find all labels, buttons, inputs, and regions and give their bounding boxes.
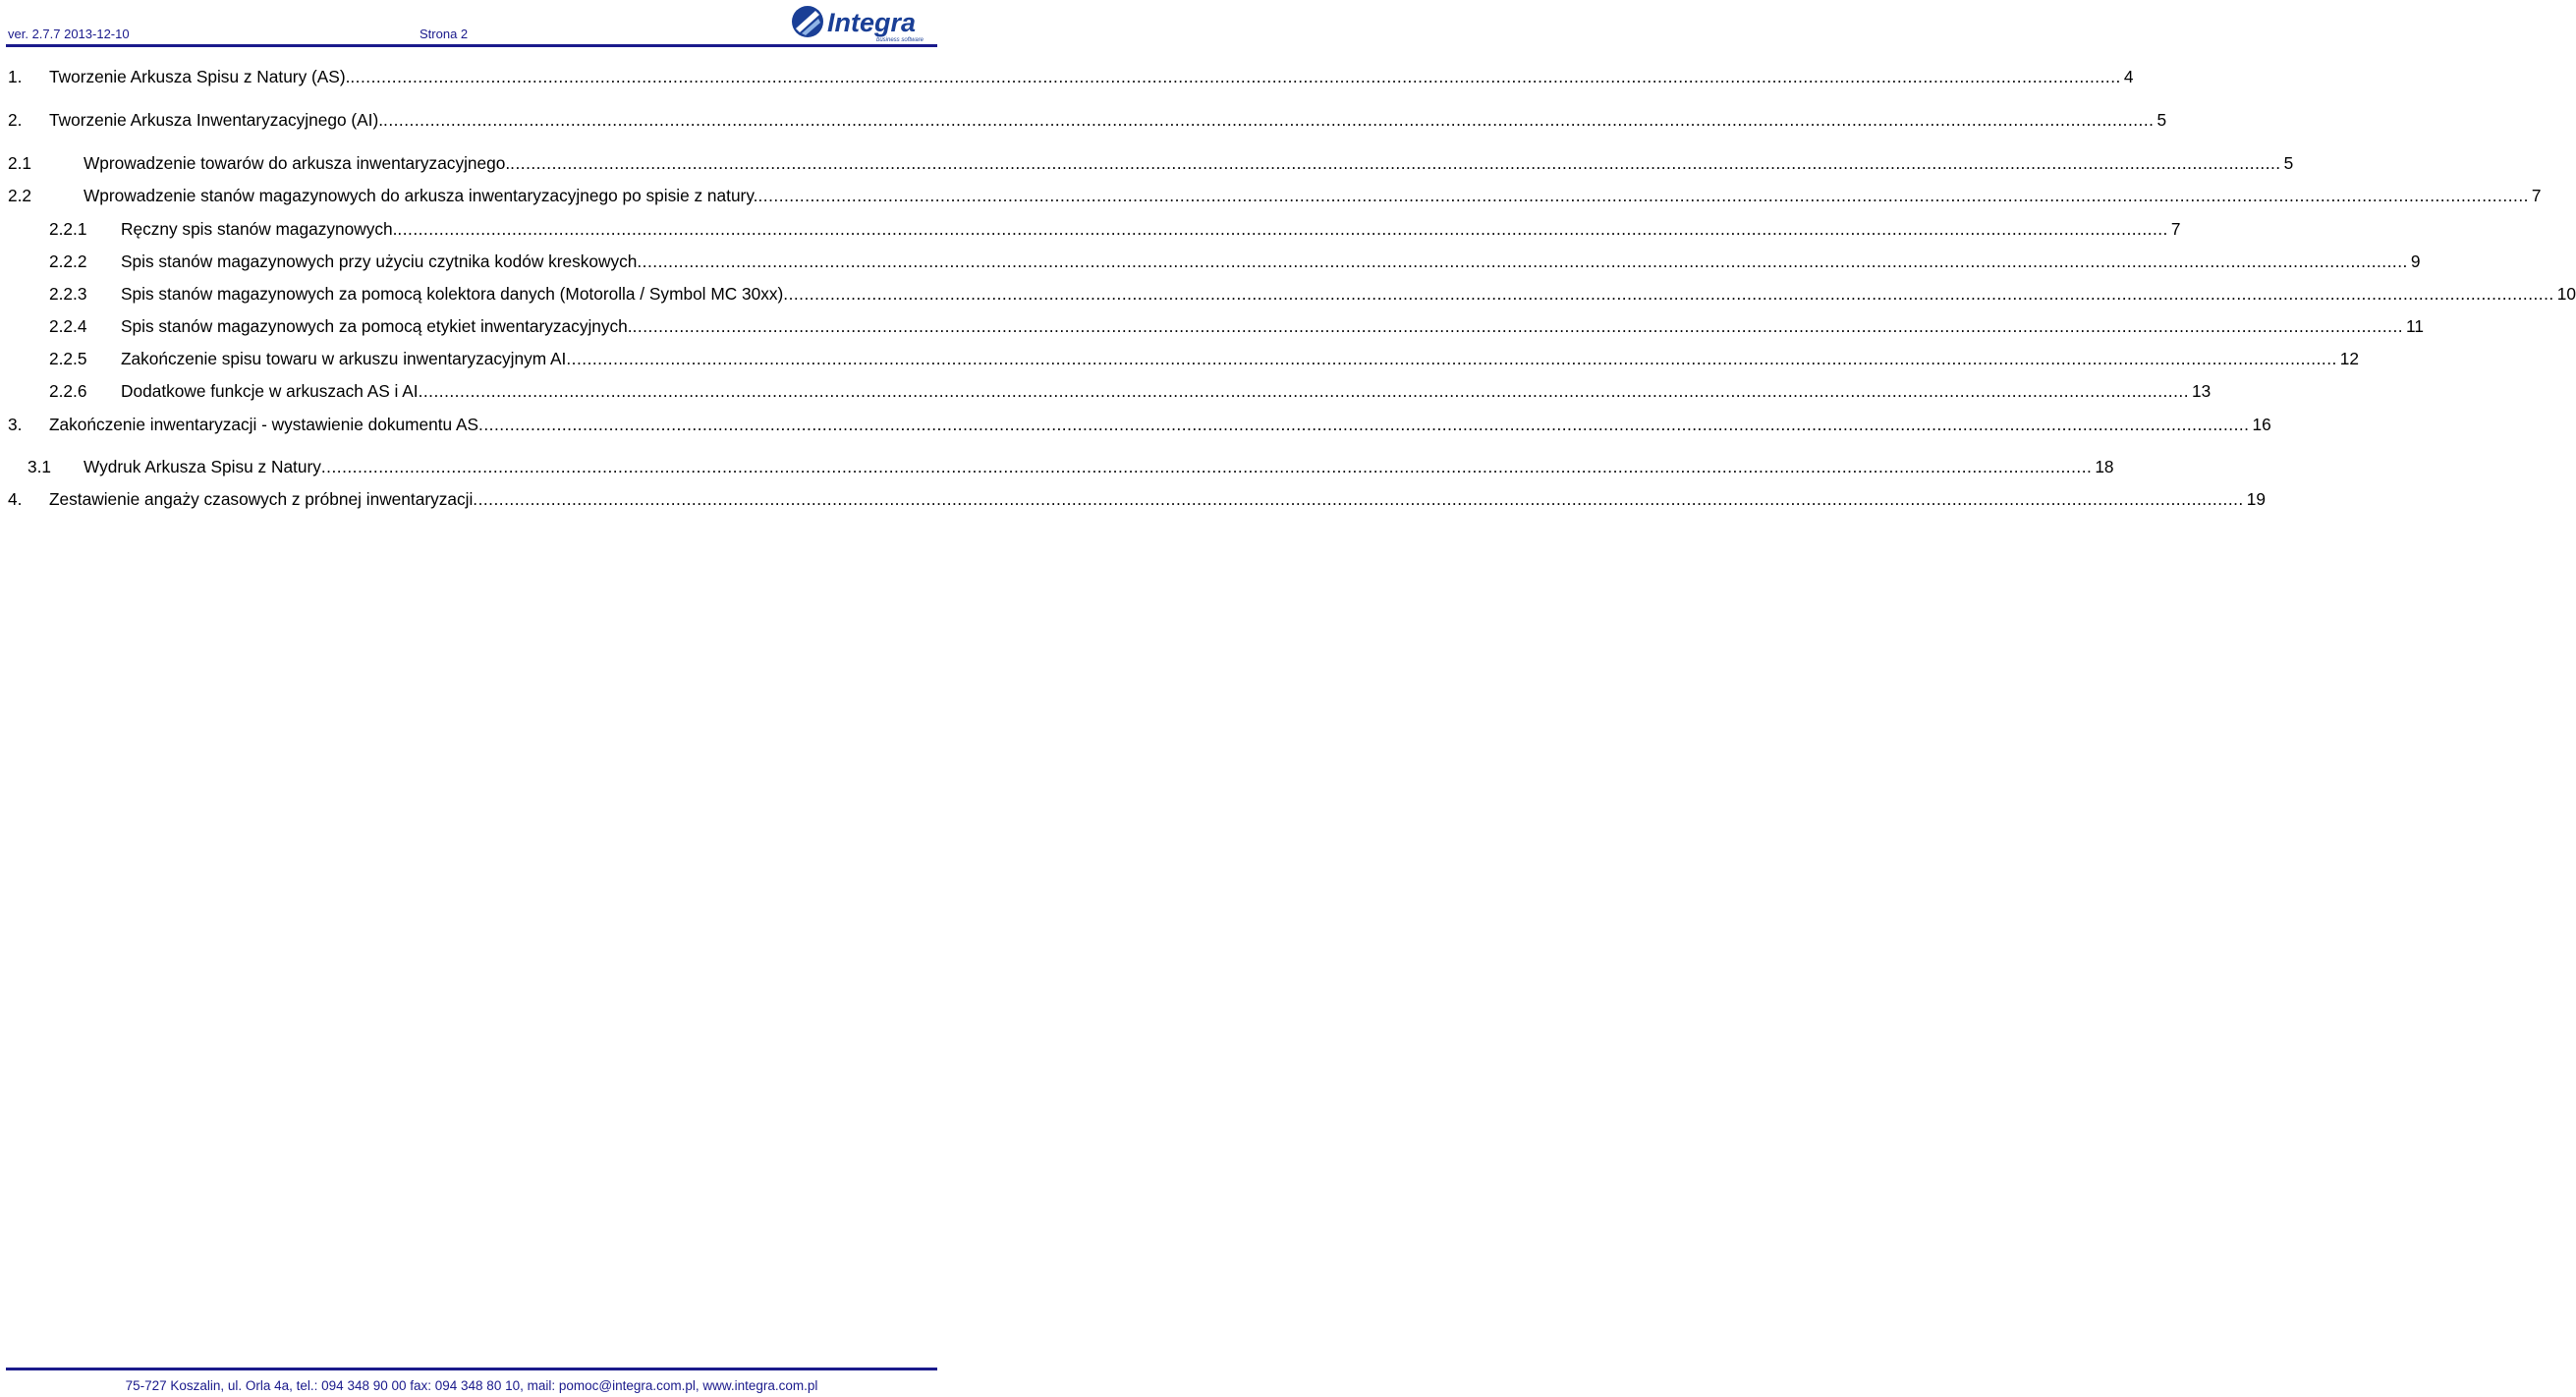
toc-dot-leader xyxy=(757,183,2528,208)
toc-entry[interactable] xyxy=(49,346,2360,371)
toc-entry[interactable] xyxy=(8,183,2542,208)
toc-entry-title: Dodatkowe funkcje w arkuszach AS i AI xyxy=(121,381,419,401)
toc-entry-title: Wydruk Arkusza Spisu z Natury xyxy=(84,457,321,476)
toc-dot-leader xyxy=(637,249,2407,274)
toc-entry-title: Wprowadzenie towarów do arkusza inwentaryzacyjnego. xyxy=(84,153,511,173)
footer-contact: 75-727 Koszalin, ul. Orla 4a, tel.: 094 348 90 00 fax: 094 348 80 10, mail: pomoc@integra.com.pl, www.integra.com.pl xyxy=(125,1378,818,1393)
toc-entry[interactable] xyxy=(8,412,2271,437)
toc-dot-leader xyxy=(350,64,2120,89)
toc-dot-leader xyxy=(633,313,2403,339)
toc-entry-page: 19 xyxy=(2246,489,2266,509)
toc-entry-page: 12 xyxy=(2339,349,2360,368)
document-version: ver. 2.7.7 2013-12-10 xyxy=(8,27,130,41)
toc-entry[interactable] xyxy=(28,454,2114,479)
toc-entry-number: 2. xyxy=(8,110,23,130)
toc-entry-page: 10 xyxy=(2556,284,2576,304)
toc-entry[interactable] xyxy=(49,378,2212,404)
toc-entry-page: 7 xyxy=(2531,186,2542,205)
toc-entry-page: 7 xyxy=(2170,219,2181,239)
toc-entry[interactable] xyxy=(49,249,2421,274)
toc-entry[interactable] xyxy=(8,150,2294,176)
toc-entry-number: 2.1 xyxy=(8,153,32,173)
toc-entry[interactable] xyxy=(8,64,2134,89)
toc-entry-number: 3.1 xyxy=(28,457,52,476)
toc-dot-leader xyxy=(478,412,2249,437)
toc-entry[interactable] xyxy=(49,313,2424,339)
page-number: Strona 2 xyxy=(420,27,469,41)
toc-entry-title: Zestawienie angaży czasowych z próbnej inwentaryzacji xyxy=(49,489,474,509)
toc-entry[interactable] xyxy=(8,107,2167,133)
toc-entry-number: 4. xyxy=(8,489,23,509)
page-header xyxy=(0,0,943,49)
toc-entry-number: 2.2.4 xyxy=(49,316,87,336)
toc-dot-leader xyxy=(383,107,2154,133)
toc-entry-title: Ręczny spis stanów magazynowych. xyxy=(121,219,398,239)
toc-dot-leader xyxy=(419,378,2189,404)
toc-entry-title: Zakończenie spisu towaru w arkuszu inwentaryzacyjnym AI xyxy=(121,349,567,368)
toc-entry-number: 2.2.1 xyxy=(49,219,87,239)
toc-entry-number: 3. xyxy=(8,415,23,434)
toc-entry-page: 13 xyxy=(2192,381,2212,401)
toc-entry-title: Tworzenie Arkusza Spisu z Natury (AS). xyxy=(49,67,351,86)
toc-entry-number: 2.2.2 xyxy=(49,251,87,271)
toc-entry[interactable] xyxy=(49,216,2181,242)
toc-dot-leader xyxy=(473,486,2243,512)
toc-entry-title: Spis stanów magazynowych przy użyciu czytnika kodów kreskowych xyxy=(121,251,638,271)
toc-dot-leader xyxy=(566,346,2336,371)
toc-entry[interactable] xyxy=(49,281,2576,307)
toc-entry-number: 2.2.3 xyxy=(49,284,87,304)
toc-entry-page: 9 xyxy=(2410,251,2421,271)
toc-entry-number: 1. xyxy=(8,67,23,86)
toc-entry-title: Tworzenie Arkusza Inwentaryzacyjnego (AI). xyxy=(49,110,384,130)
toc-dot-leader xyxy=(397,216,2167,242)
toc-dot-leader xyxy=(783,281,2553,307)
toc-entry-page: 5 xyxy=(2156,110,2167,130)
footer-divider xyxy=(6,1368,937,1370)
toc-entry-title: Spis stanów magazynowych za pomocą kolektora danych (Motorolla / Symbol MC 30xx) xyxy=(121,284,784,304)
logo-wordmark: Integra xyxy=(827,8,917,37)
toc-entry[interactable] xyxy=(8,486,2266,512)
toc-entry-page: 11 xyxy=(2406,316,2424,336)
integra-logo xyxy=(790,3,937,44)
toc-entry-title: Zakończenie inwentaryzacji - wystawienie dokumentu AS xyxy=(49,415,479,434)
toc-dot-leader xyxy=(510,150,2280,176)
toc-entry-number: 2.2 xyxy=(8,186,32,205)
header-divider xyxy=(6,44,937,47)
toc-entry-page: 18 xyxy=(2095,457,2114,476)
toc-entry-page: 4 xyxy=(2123,67,2134,86)
toc-entry-number: 2.2.5 xyxy=(49,349,87,368)
toc-entry-page: 16 xyxy=(2252,415,2271,434)
toc-entry-number: 2.2.6 xyxy=(49,381,87,401)
toc-entry-title: Wprowadzenie stanów magazynowych do arkusza inwentaryzacyjnego po spisie z natury. xyxy=(84,186,758,205)
toc-dot-leader xyxy=(321,454,2092,479)
toc-entry-title: Spis stanów magazynowych za pomocą etykiet inwentaryzacyjnych. xyxy=(121,316,633,336)
toc-entry-page: 5 xyxy=(2283,153,2294,173)
logo-tagline: business software xyxy=(876,37,924,43)
